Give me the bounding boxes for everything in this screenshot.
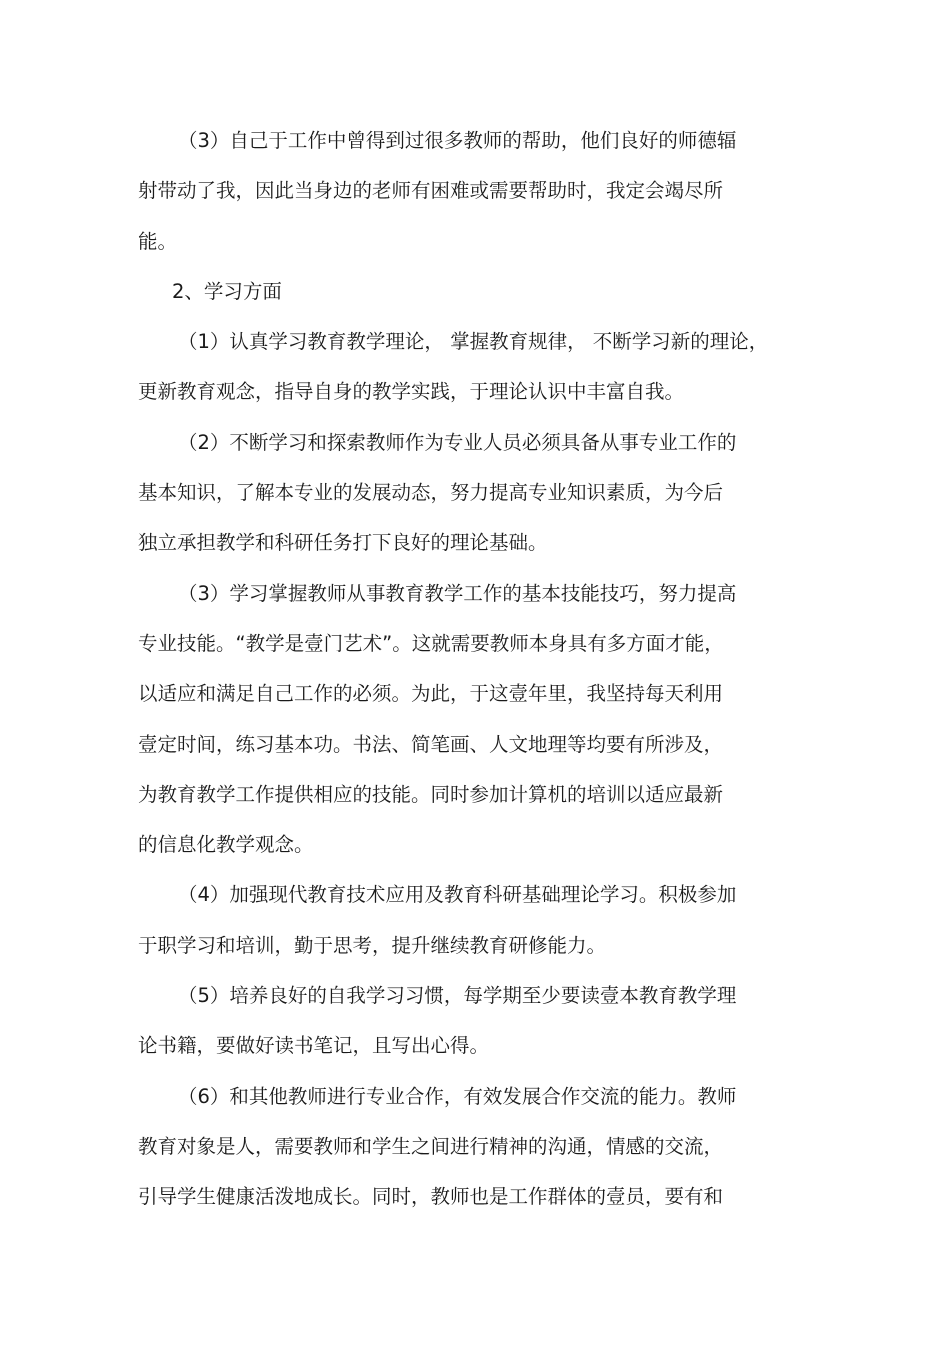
study-item-2-line-2: 基本知识，了解本专业的发展动态，努力提高专业知识素质，为今后: [138, 481, 724, 505]
study-item-3-line-6: 的信息化教学观念。: [138, 833, 314, 857]
study-item-5-line-2: 论书籍，要做好读书笔记，且写出心得。: [138, 1034, 490, 1058]
study-item-2-line-1: （2）不断学习和探索教师作为专业人员必须具备从事专业工作的: [178, 430, 737, 454]
study-item-6-line-3: 引导学生健康活泼地成长。同时，教师也是工作群体的壹员，要有和: [138, 1185, 724, 1209]
study-item-6-line-1: （6）和其他教师进行专业合作，有效发展合作交流的能力。教师: [178, 1084, 737, 1108]
study-item-5-line-1: （5）培养良好的自我学习习惯，每学期至少要读壹本教育教学理: [178, 984, 737, 1008]
study-item-3-line-3: 以适应和满足自己工作的必须。为此，于这壹年里，我坚持每天利用: [138, 682, 724, 706]
study-item-1-line-2: 更新教育观念，指导自身的教学实践，于理论认识中丰富自我。: [138, 380, 685, 404]
paragraph-3-line-1: （3）自己于工作中曾得到过很多教师的帮助，他们良好的师德辐: [178, 129, 737, 152]
study-item-3-line-1: （3）学习掌握教师从事教育教学工作的基本技能技巧，努力提高: [178, 581, 737, 605]
study-item-4-line-1: （4）加强现代教育技术应用及教育科研基础理论学习。积极参加: [178, 883, 737, 907]
study-item-2-line-3: 独立承担教学和科研任务打下良好的理论基础。: [138, 531, 548, 555]
study-item-3-line-2: 专业技能。“教学是壹门艺术”。这就需要教师本身具有多方面才能，: [138, 631, 724, 655]
paragraph-3-line-3: 能。: [138, 229, 178, 253]
study-item-1-line-1: （1）认真学习教育教学理论， 掌握教育规律， 不断学习新的理论，: [178, 330, 769, 354]
section-heading-study: 2、学习方面: [172, 279, 282, 303]
study-item-6-line-2: 教育对象是人，需要教师和学生之间进行精神的沟通，情感的交流，: [138, 1134, 724, 1158]
document-body: [138, 116, 818, 1223]
study-item-3-line-4: 壹定时间，练习基本功。书法、简笔画、人文地理等均要有所涉及，: [138, 732, 724, 756]
study-item-3-line-5: 为教育教学工作提供相应的技能。同时参加计算机的培训以适应最新: [138, 782, 724, 806]
study-item-4-line-2: 于职学习和培训，勤于思考，提升继续教育研修能力。: [138, 933, 607, 957]
paragraph-3-line-2: 射带动了我，因此当身边的老师有困难或需要帮助时，我定会竭尽所: [138, 179, 724, 203]
